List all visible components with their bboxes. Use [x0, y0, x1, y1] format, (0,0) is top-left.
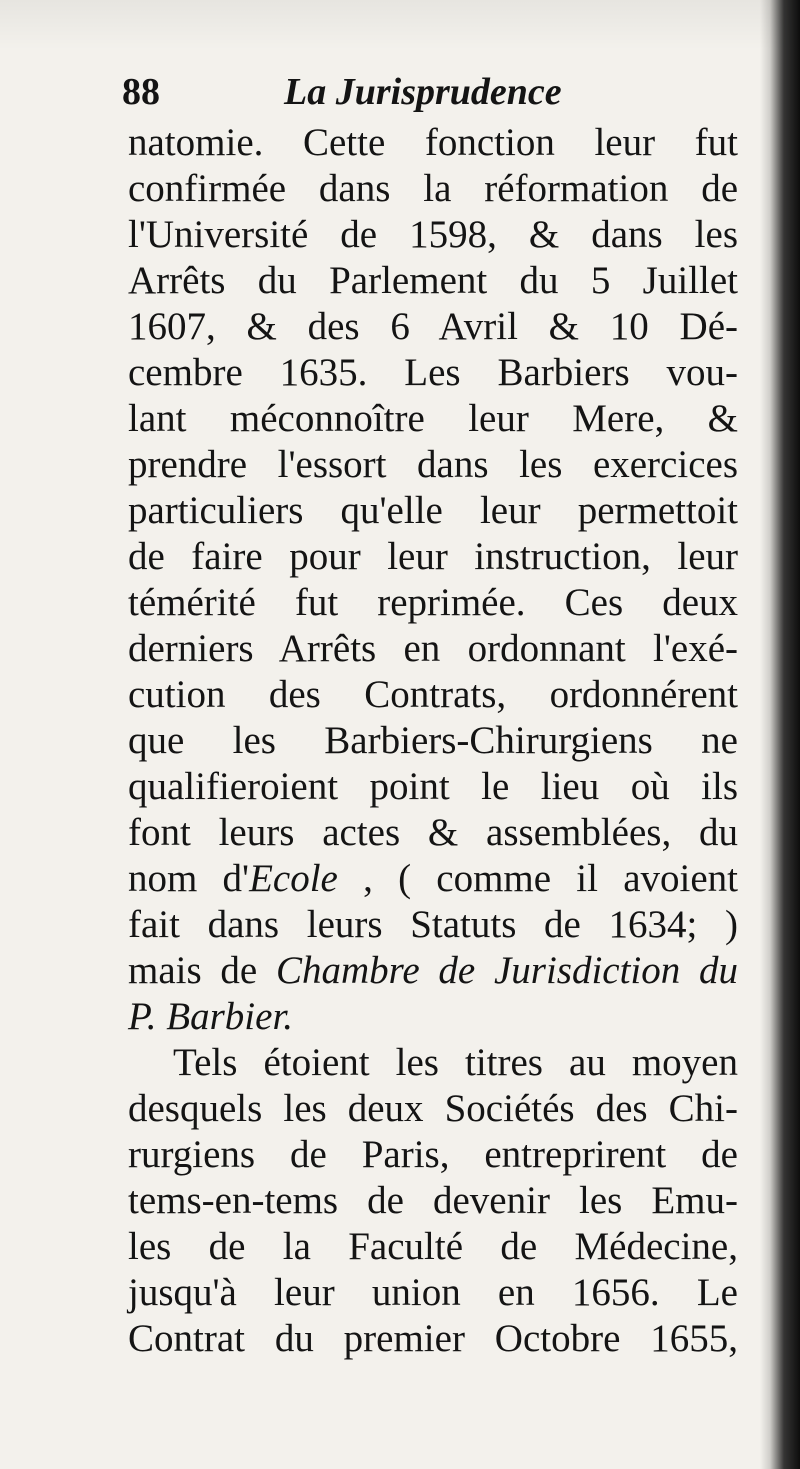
- text-line: rurgiens de Paris, entreprirent de: [128, 1133, 738, 1176]
- text-line: confirmée dans la réformation de: [128, 167, 738, 210]
- running-head: [122, 68, 592, 116]
- text-line: prendre l'essort dans les exercices: [128, 443, 738, 486]
- text-line: derniers Arrêts en ordonnant l'exé-: [128, 627, 738, 670]
- italic-term-chambre: Chambre de Jurisdiction du: [275, 949, 739, 992]
- text-line: Tels étoient les titres au moyen: [173, 1041, 738, 1084]
- text-line: que les Barbiers-Chirurgiens ne: [128, 719, 738, 762]
- text-line: desquels les deux Sociétés des Chi-: [128, 1087, 738, 1130]
- text-line: l'Université de 1598, & dans les: [128, 213, 738, 256]
- text-line: Contrat du premier Octobre 1655,: [128, 1317, 738, 1360]
- text-line: qualifieroient point le lieu où ils: [128, 765, 738, 808]
- text-line: jusqu'à leur union en 1656. Le: [128, 1271, 738, 1314]
- text-line: de faire pour leur instruction, leur: [128, 535, 738, 578]
- text-line: font leurs actes & assemblées, du: [128, 811, 738, 854]
- text-line: lant méconnoître leur Mere, &: [128, 397, 738, 440]
- running-head-title: La Jurisprudence: [284, 71, 562, 113]
- text-line: cembre 1635. Les Barbiers vou-: [128, 351, 738, 394]
- page-top-shade: [0, 0, 800, 50]
- text-line: natomie. Cette fonction leur fut: [128, 121, 738, 164]
- italic-term-ecole: Ecole: [249, 857, 338, 900]
- text-line: cution des Contrats, ordonnérent: [128, 673, 738, 716]
- body-text: [128, 120, 738, 1362]
- text-line-ecole: [128, 856, 738, 902]
- text-segment: mais de: [128, 949, 276, 992]
- text-line: tems-en-tems de devenir les Emu-: [128, 1179, 738, 1222]
- text-line: témérité fut reprimée. Ces deux: [128, 581, 738, 624]
- text-segment: , ( comme il avoient: [337, 857, 738, 900]
- text-line: les de la Faculté de Médecine,: [128, 1225, 738, 1268]
- binding-shadow: [760, 0, 800, 1469]
- page-number: 88: [122, 71, 160, 113]
- text-line: Arrêts du Parlement du 5 Juillet: [128, 259, 738, 302]
- text-segment: nom d': [128, 857, 250, 900]
- text-line: particuliers qu'elle leur permettoit: [128, 489, 738, 532]
- italic-term-barbier: P. Barbier.: [128, 995, 294, 1038]
- text-line: 1607, & des 6 Avril & 10 Dé-: [128, 305, 738, 348]
- text-line-chambre: [128, 948, 738, 994]
- text-line: fait dans leurs Statuts de 1634; ): [128, 903, 738, 946]
